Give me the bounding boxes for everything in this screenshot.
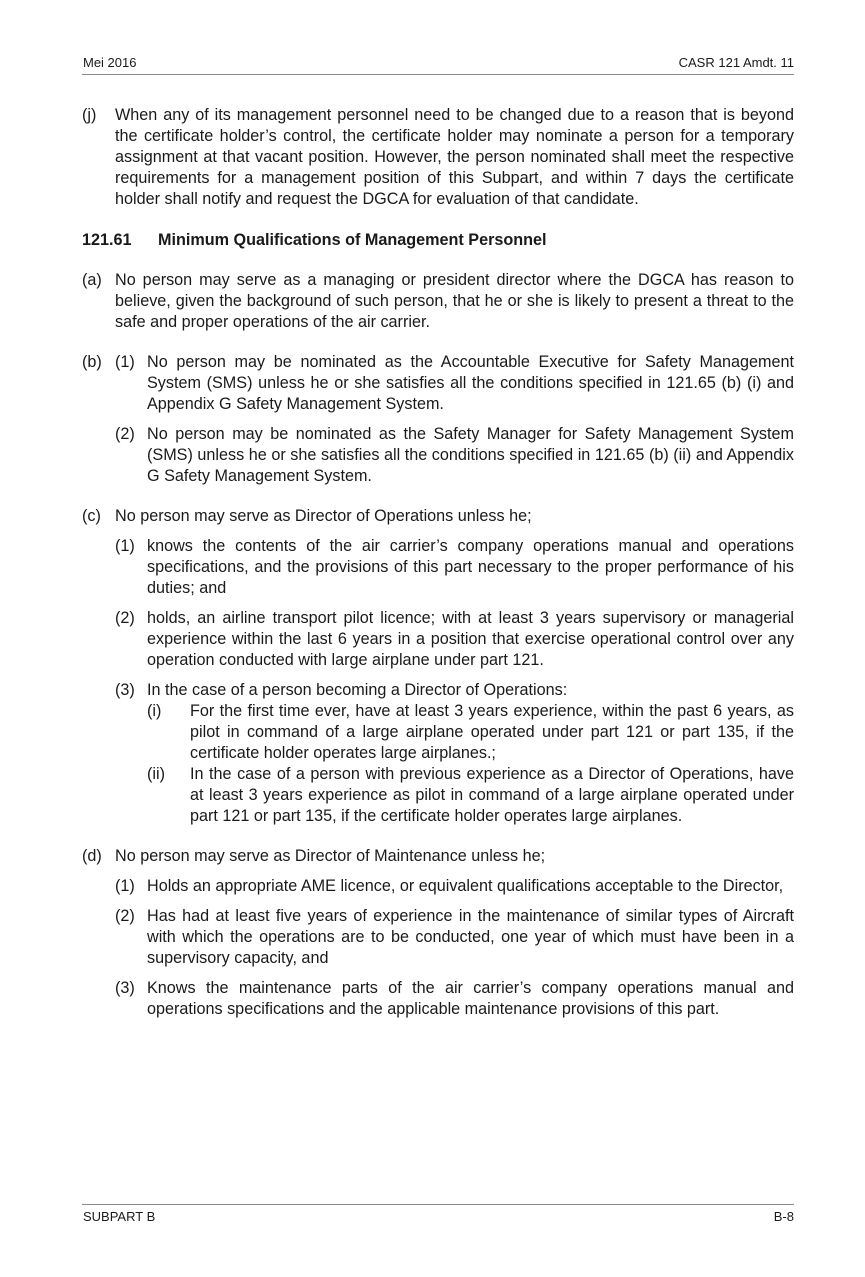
paragraph-d-text: No person may serve as Director of Maintenance unless he; [115,847,546,865]
paragraph-d-2-label: (2) [115,907,135,925]
paragraph-d-1-label: (1) [115,877,135,895]
paragraph-b-1-text: No person may be nominated as the Accountable Executive for Safety Management System (SMS) unless he or she satisfies all the conditions specified in 121.65 (b) (i) and Appendix G Safety Management System. [147,353,794,413]
paragraph-c-1 [82,536,794,599]
paragraph-d-3-text: Knows the maintenance parts of the air carrier’s company operations manual and operations specifications and the applicable maintenance provisions of this part. [147,979,794,1018]
footer-page-number: B-8 [773,1209,794,1224]
paragraph-d-1 [82,876,794,897]
paragraph-c-1-text: knows the contents of the air carrier’s company operations manual and operations specifications, and the provisions of this part necessary to the proper performance of his duties; and [147,537,794,597]
paragraph-c-3-i-label: (i) [147,702,162,720]
section-title: Minimum Qualifications of Management Personnel [158,231,547,249]
paragraph-a-label: (a) [82,271,102,289]
paragraph-b-2-label: (2) [115,425,135,443]
paragraph-j-text: When any of its management personnel need to be changed due to a reason that is beyond the certificate holder’s control, the certificate holder may nominate a person for a temporary assignment at that vacant position. However, the person nominated shall meet the respective requirements for a management position of this Subpart, and within 7 days the certificate holder shall notify and request the DGCA for evaluation of that candidate. [115,106,794,208]
paragraph-j [82,105,794,210]
paragraph-c [82,506,794,527]
paragraph-b-1 [82,352,794,415]
header-document-id: CASR 121 Amdt. 11 [678,55,794,70]
paragraph-c-3-ii-label: (ii) [147,765,165,783]
paragraph-a-text: No person may serve as a managing or president director where the DGCA has reason to believe, given the background of such person, that he or she is likely to present a threat to the safe and proper operations of the air carrier. [115,271,794,331]
paragraph-d-2 [82,906,794,969]
paragraph-d-label: (d) [82,847,102,865]
paragraph-c-3-i-text: For the first time ever, have at least 3 years experience, within the past 6 years, as pilot in command of a large airplane operated under part 121 or part 135, if the certificate holder operates large airplanes.; [190,702,794,762]
paragraph-a [82,270,794,333]
paragraph-j-label: (j) [82,106,97,124]
paragraph-c-text: No person may serve as Director of Operations unless he; [115,507,532,525]
paragraph-c-2-text: holds, an airline transport pilot licence; with at least 3 years supervisory or managerial experience within the last 6 years in a position that exercise operational control over any operation conducted with large airplane under part 121. [147,609,794,669]
section-number: 121.61 [82,231,132,249]
paragraph-c-3-label: (3) [115,681,135,699]
paragraph-c-2 [82,608,794,671]
paragraph-b-1-label: (1) [115,353,135,371]
header-date: Mei 2016 [83,55,137,70]
paragraph-b-2 [82,424,794,487]
paragraph-d [82,846,794,867]
paragraph-d-3-label: (3) [115,979,135,997]
paragraph-b-2-text: No person may be nominated as the Safety Manager for Safety Management System (SMS) unless he or she satisfies all the conditions specified in 121.65 (b) (ii) and Appendix G Safety Management System. [147,425,794,485]
paragraph-c-3-ii-text: In the case of a person with previous experience as a Director of Operations, have at least 3 years experience as pilot in command of a large airplane operated under part 121 or part 135, if the certificate holder operates large airplanes. [190,765,794,825]
paragraph-c-label: (c) [82,507,101,525]
paragraph-d-1-text: Holds an appropriate AME licence, or equivalent qualifications acceptable to the Director, [147,877,784,895]
paragraph-c-3 [82,680,794,701]
page-header [82,54,794,75]
paragraph-c-3-text: In the case of a person becoming a Director of Operations: [147,681,568,699]
page-footer [82,1204,794,1225]
document-body [82,105,794,1020]
paragraph-c-3-ii [82,764,794,827]
paragraph-c-3-i [82,701,794,764]
footer-subpart: SUBPART B [83,1209,156,1224]
paragraph-c-2-label: (2) [115,609,135,627]
paragraph-d-3 [82,978,794,1020]
paragraph-c-1-label: (1) [115,537,135,555]
section-heading [82,230,794,251]
paragraph-d-2-text: Has had at least five years of experience in the maintenance of similar types of Aircraft with which the operations are to be conducted, one year of which must have been in a supervisory capacity, and [147,907,794,967]
paragraph-b-label: (b) [82,353,102,371]
